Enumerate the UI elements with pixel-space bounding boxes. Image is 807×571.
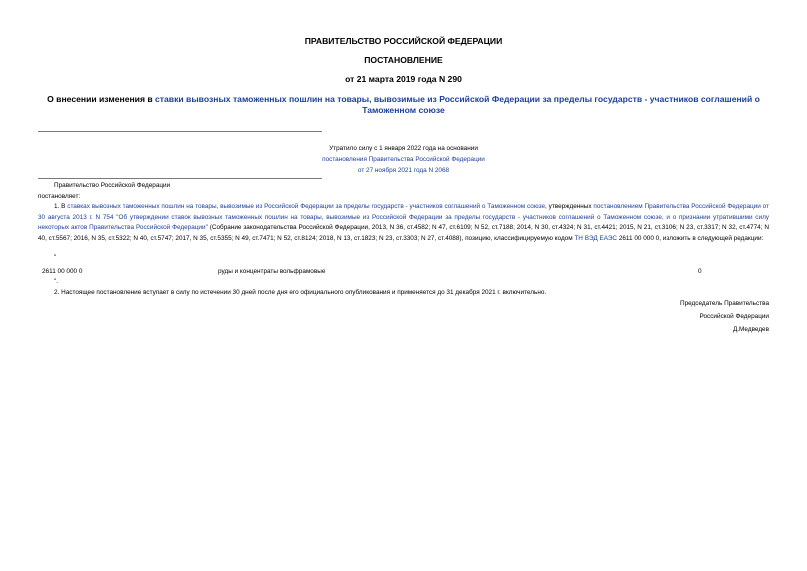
signature-block bbox=[680, 297, 769, 336]
p1-end: 2611 00 000 0, изложить в следующей редакции: bbox=[617, 235, 764, 243]
divider-top bbox=[38, 131, 322, 132]
signature-country: Российской Федерации bbox=[699, 313, 769, 320]
lost-force-link-date[interactable]: от 27 ноября 2021 года N 2068 bbox=[357, 167, 450, 174]
document-title bbox=[36, 94, 771, 116]
intro-government: Правительство Российской Федерации bbox=[54, 182, 171, 189]
lost-force-link-resolution[interactable]: постановления Правительства Российской Федерации bbox=[322, 156, 485, 163]
signature-name: Д.Медведев bbox=[732, 326, 769, 333]
paragraph-2: 2. Настоящее постановление вступает в силу по истечении 30 дней после дня его официального опубликования и применяется до 31 декабря 2021 г. включительно. bbox=[54, 289, 547, 296]
p1-link-duty-rates[interactable]: ставках вывозных таможенных пошлин на товары, вывозимые из Российской Федерации за пределы государств - участников соглашений о Таможенном союзе bbox=[67, 203, 546, 210]
document-date: от 21 марта 2019 года N 290 bbox=[345, 74, 462, 84]
p1-approved: , утвержденных bbox=[545, 203, 594, 210]
table-cell-code: 2611 00 000 0 bbox=[42, 268, 83, 275]
quote-close: ". bbox=[54, 278, 59, 285]
lost-force-text: Утратило силу с 1 января 2022 года на основании bbox=[329, 145, 478, 152]
quote-open: " bbox=[54, 254, 57, 261]
lost-force-note bbox=[250, 143, 557, 176]
p1-link-tn-ved[interactable]: ТН ВЭД ЕАЭС bbox=[574, 235, 618, 243]
government-heading: ПРАВИТЕЛЬСТВО РОССИЙСКОЙ ФЕДЕРАЦИИ bbox=[304, 36, 503, 46]
p1-sources: (Собрание законодательства Российской Федерации, 2013, N 36, ст.4582; N 47, ст.6109; N 52, ст.7188; 2014, N 30, ст.4324; N 31, ст.4421; 2015, N 21, ст.3106; N 23, ст.3317; N 32, ст.4774; N 40, ст.5567; 2016, N 35, ст.5322; N 40, ст.5747; 2017, N 35, ст.5355; N 49, ст.7471; N 52, ст.8124; 2018, N 13, ст.1823; N 23, ст.3303; N 27, ст.4088), позицию, классифицируемую кодом bbox=[38, 224, 769, 243]
paragraph-1 bbox=[38, 202, 769, 245]
document-type: ПОСТАНОВЛЕНИЕ bbox=[364, 55, 443, 65]
p1-start: 1. В bbox=[54, 203, 68, 210]
divider-bottom bbox=[38, 178, 322, 179]
title-link-export-duties[interactable]: ставки вывозных таможенных пошлин на товары, вывозимые из Российской Федерации за пределы государств - участников соглашений о Таможенном союзе bbox=[155, 94, 760, 115]
p1-link-resolution-754[interactable]: постановлением Правительства Российской Федерации от 30 августа 2013 г. N 754 "Об утверждении ставок вывозных таможенных пошлин на товары, вывозимые из Российской Федерации за пределы государств - участников соглашений о Таможенном союзе, и о признании утратившими силу некоторых актов Правительства Российской Федерации" bbox=[38, 203, 769, 232]
table-cell-description: руды и концентраты вольфрамовые bbox=[218, 268, 326, 275]
intro-resolves: постановляет: bbox=[38, 193, 81, 200]
title-prefix: О внесении изменения в bbox=[47, 94, 156, 104]
signature-title: Председатель Правительства bbox=[680, 300, 769, 307]
table-cell-rate: 0 bbox=[698, 268, 702, 275]
